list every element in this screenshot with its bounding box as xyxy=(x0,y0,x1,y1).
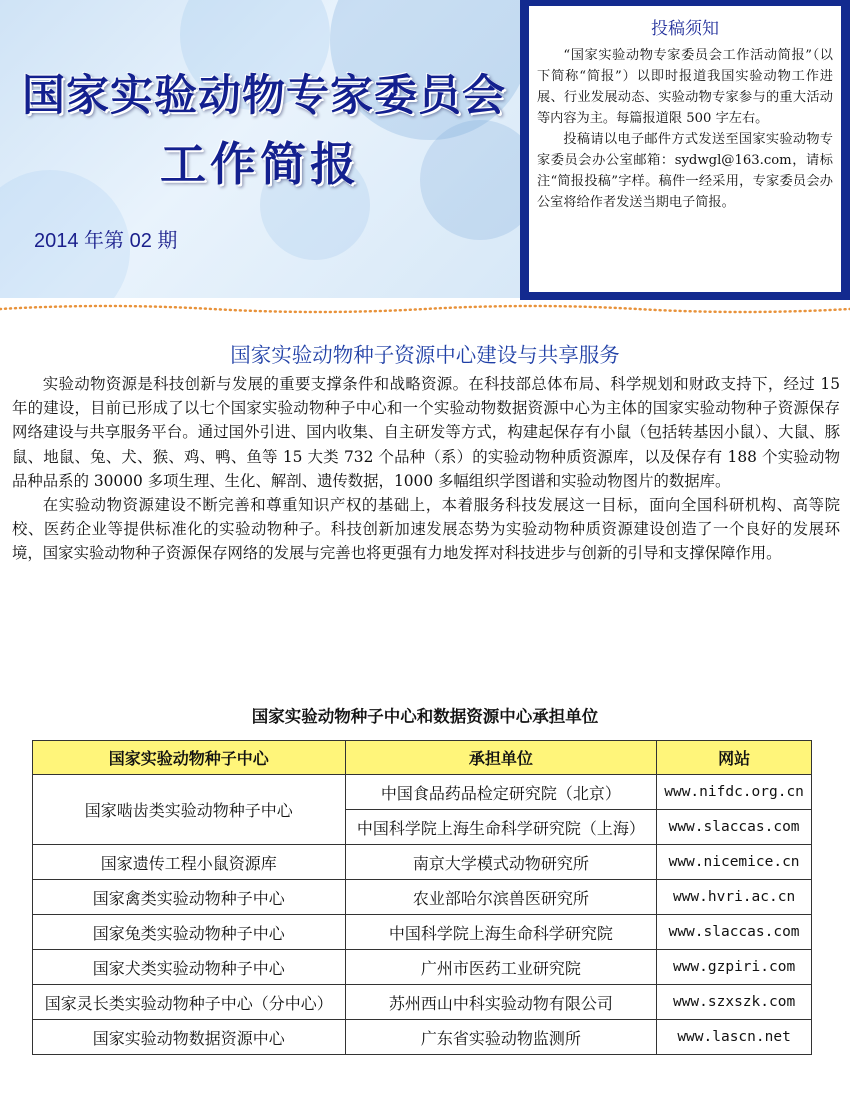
submission-notice-content xyxy=(529,6,841,292)
newsletter-subtitle: 工作简报 xyxy=(160,137,360,191)
article-body xyxy=(12,372,840,566)
website-url: www.slaccas.com xyxy=(657,810,812,845)
website-url: www.nifdc.org.cn xyxy=(657,775,812,810)
table-row xyxy=(33,985,812,1020)
table-row xyxy=(33,845,812,880)
website-url: www.slaccas.com xyxy=(657,915,812,950)
article-paragraph: 在实验动物资源建设不断完善和尊重知识产权的基础上，本着服务科技发展这一目标，面向全国科研机构、高等院校、医药企业等提供标准化的实验动物种子。科技创新加速发展态势为实验动物种质资源建设创造了一个良好的发展环境，国家实验动物种子资源保存网络的发展与完善也将更强有力地发挥对科技进步与创新的引导和支撑保障作用。 xyxy=(12,496,840,563)
center-name: 国家啮齿类实验动物种子中心 xyxy=(33,775,346,845)
center-name: 国家禽类实验动物种子中心 xyxy=(33,880,346,915)
units-table xyxy=(32,740,812,1055)
center-name: 国家犬类实验动物种子中心 xyxy=(33,950,346,985)
table-caption: 国家实验动物种子中心和数据资源中心承担单位 xyxy=(251,707,599,726)
table-row xyxy=(33,880,812,915)
unit-name: 中国食品药品检定研究院（北京） xyxy=(345,775,657,810)
center-name: 国家灵长类实验动物种子中心（分中心） xyxy=(33,985,346,1020)
notice-paragraph: “国家实验动物专家委员会工作活动简报”（以下简称“简报”）以即时报道我国实验动物工作进展、行业发展动态、实验动物专家参与的重大活动等内容为主。每篇报道限 500 字左右。 xyxy=(537,48,833,126)
table-row xyxy=(33,950,812,985)
unit-name: 中国科学院上海生命科学研究院 xyxy=(345,915,657,950)
article-paragraph: 实验动物资源是科技创新与发展的重要支撑条件和战略资源。在科技部总体布局、科学规划和财政支持下，经过 15 年的建设，目前已形成了以七个国家实验动物种子中心和一个实验动物数据资源中心为主体的国家实验动物种子资源保存网络建设与共享服务平台。通过国外引进、国内收集、自主研发等方式，构建起保存有小鼠（包括转基因小鼠）、大鼠、豚鼠、地鼠、兔、犬、猴、鸡、鸭、鱼等 15 大类 732 个品种（系）的实验动物种质资源库，以及保存有 188 个实验动物品种品系的 30000 多项生理、生化、解剖、遗传数据，1000 多幅组织学图谱和实验动物图片的数据库。 xyxy=(12,375,840,490)
website-url: www.hvri.ac.cn xyxy=(657,880,812,915)
table-header-row xyxy=(33,741,812,775)
unit-name: 南京大学模式动物研究所 xyxy=(345,845,657,880)
issue-number: 2014 年第 02 期 xyxy=(34,230,178,252)
website-url: www.lascn.net xyxy=(657,1020,812,1055)
unit-name: 广东省实验动物监测所 xyxy=(345,1020,657,1055)
table-row xyxy=(33,1020,812,1055)
center-name: 国家兔类实验动物种子中心 xyxy=(33,915,346,950)
unit-name: 广州市医药工业研究院 xyxy=(345,950,657,985)
website-url: www.nicemice.cn xyxy=(657,845,812,880)
wavy-divider xyxy=(0,302,850,316)
article-title: 国家实验动物种子资源中心建设与共享服务 xyxy=(230,343,620,367)
table-row xyxy=(33,775,812,810)
notice-title: 投稿须知 xyxy=(651,19,719,39)
unit-name: 中国科学院上海生命科学研究院（上海） xyxy=(345,810,657,845)
website-url: www.gzpiri.com xyxy=(657,950,812,985)
table-row xyxy=(33,915,812,950)
unit-name: 苏州西山中科实验动物有限公司 xyxy=(345,985,657,1020)
newsletter-title: 国家实验动物专家委员会 xyxy=(22,71,506,121)
column-header: 网站 xyxy=(657,741,812,775)
column-header: 国家实验动物种子中心 xyxy=(33,741,346,775)
center-name: 国家遗传工程小鼠资源库 xyxy=(33,845,346,880)
column-header: 承担单位 xyxy=(345,741,657,775)
notice-paragraph: 投稿请以电子邮件方式发送至国家实验动物专家委员会办公室邮箱：sydwgl@163.com，请标注“简报投稿”字样。稿件一经采用，专家委员会办公室将给作者发送当期电子简报。 xyxy=(537,132,833,210)
website-url: www.szxszk.com xyxy=(657,985,812,1020)
submission-notice-box xyxy=(520,0,850,300)
center-name: 国家实验动物数据资源中心 xyxy=(33,1020,346,1055)
unit-name: 农业部哈尔滨兽医研究所 xyxy=(345,880,657,915)
